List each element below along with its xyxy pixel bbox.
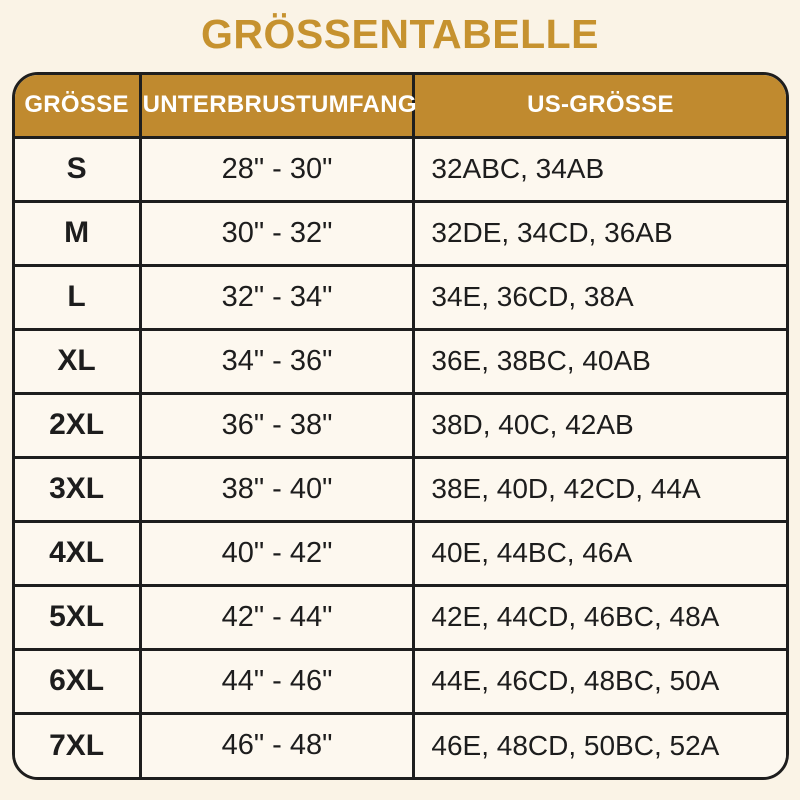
- underbust-cell: 42" - 44": [140, 585, 414, 649]
- header-cell-groesse: GRÖSSE: [15, 75, 141, 137]
- underbust-cell: 28" - 30": [140, 137, 414, 201]
- header-row: [15, 75, 786, 137]
- us-size-cell: 36E, 38BC, 40AB: [414, 329, 786, 393]
- underbust-cell: 36" - 38": [140, 393, 414, 457]
- table-row: [15, 649, 786, 713]
- underbust-cell: 30" - 32": [140, 201, 414, 265]
- size-cell: 2XL: [15, 393, 141, 457]
- table-row: [15, 265, 786, 329]
- underbust-cell: 38" - 40": [140, 457, 414, 521]
- table-row: [15, 521, 786, 585]
- size-cell: 5XL: [15, 585, 141, 649]
- us-size-cell: 40E, 44BC, 46A: [414, 521, 786, 585]
- size-cell: L: [15, 265, 141, 329]
- table-row: [15, 201, 786, 265]
- header-cell-us-groesse: US-GRÖSSE: [414, 75, 786, 137]
- underbust-cell: 46" - 48": [140, 713, 414, 777]
- table-row: [15, 713, 786, 777]
- us-size-cell: 38D, 40C, 42AB: [414, 393, 786, 457]
- size-cell: XL: [15, 329, 141, 393]
- underbust-cell: 32" - 34": [140, 265, 414, 329]
- us-size-cell: 32DE, 34CD, 36AB: [414, 201, 786, 265]
- size-table: [15, 75, 786, 777]
- size-table-container: [12, 72, 789, 780]
- us-size-cell: 44E, 46CD, 48BC, 50A: [414, 649, 786, 713]
- size-cell: 3XL: [15, 457, 141, 521]
- table-row: [15, 393, 786, 457]
- header-cell-unterbrustumfang: UNTERBRUSTUMFANG: [140, 75, 414, 137]
- size-cell: M: [15, 201, 141, 265]
- us-size-cell: 32ABC, 34AB: [414, 137, 786, 201]
- table-row: [15, 457, 786, 521]
- size-cell: S: [15, 137, 141, 201]
- size-cell: 7XL: [15, 713, 141, 777]
- size-cell: 6XL: [15, 649, 141, 713]
- table-row: [15, 329, 786, 393]
- underbust-cell: 40" - 42": [140, 521, 414, 585]
- size-table-header: [15, 75, 786, 137]
- us-size-cell: 38E, 40D, 42CD, 44A: [414, 457, 786, 521]
- page-title: GRÖSSENTABELLE: [200, 11, 600, 57]
- table-row: [15, 137, 786, 201]
- size-table-body: [15, 137, 786, 777]
- us-size-cell: 46E, 48CD, 50BC, 52A: [414, 713, 786, 777]
- size-cell: 4XL: [15, 521, 141, 585]
- us-size-cell: 34E, 36CD, 38A: [414, 265, 786, 329]
- us-size-cell: 42E, 44CD, 46BC, 48A: [414, 585, 786, 649]
- underbust-cell: 44" - 46": [140, 649, 414, 713]
- table-row: [15, 585, 786, 649]
- underbust-cell: 34" - 36": [140, 329, 414, 393]
